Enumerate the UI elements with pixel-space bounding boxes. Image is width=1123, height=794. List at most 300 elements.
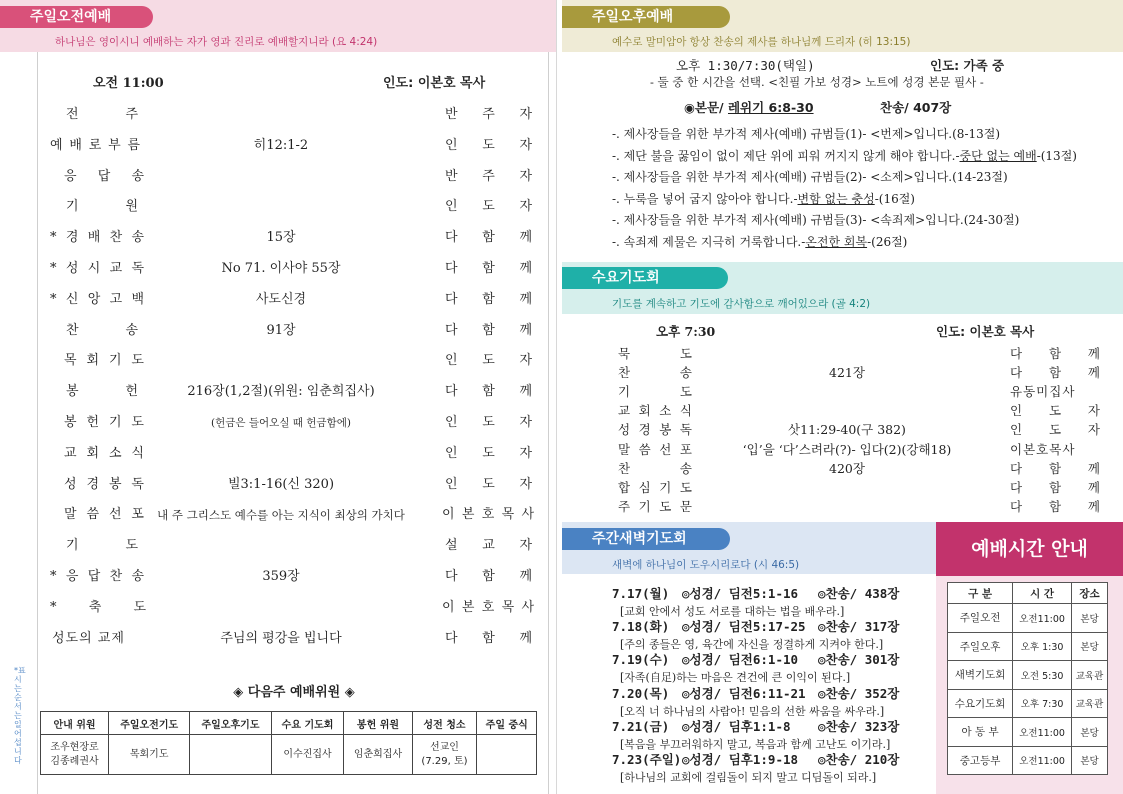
wednesday-order-person-char: 께: [1087, 365, 1100, 381]
morning-order-item-char: 씀: [86, 507, 100, 523]
morning-order-item-char: 헌: [125, 384, 138, 400]
afternoon-text: [684, 98, 814, 116]
afternoon-point-ref: -(16절): [874, 191, 915, 206]
morning-order-item-char: 선: [108, 507, 122, 523]
schedule-cell: 오전 5:30: [1013, 661, 1072, 690]
morning-order-person: [445, 567, 532, 587]
next-week-title: ◈ 다음주 예배위원 ◈: [233, 685, 355, 700]
morning-order-row: [38, 228, 550, 248]
wednesday-order-person: [1010, 363, 1100, 382]
morning-order-person: [442, 505, 534, 525]
morning-order-person: [445, 444, 532, 464]
morning-order-person: [442, 598, 534, 618]
morning-order-item-char: 봉: [108, 476, 122, 492]
wednesday-order-item-char: 도: [679, 384, 692, 400]
wednesday-order-item-char: 도: [679, 479, 692, 495]
wednesday-order-person-char: 께: [1087, 346, 1100, 361]
duty-cell: [271, 735, 344, 775]
morning-order-person: [445, 629, 532, 649]
wednesday-order-person-char: 함: [1048, 346, 1062, 361]
wednesday-order-item-char: 독: [679, 422, 692, 438]
schedule-cell: 중고등부: [948, 746, 1013, 775]
morning-order-row: [38, 536, 550, 556]
morning-order-person-char: 주: [482, 168, 495, 184]
wednesday-order-row: [618, 401, 1108, 420]
dawn-summary: [자족(自足)하는 마음은 견건에 큰 이익이 된다.]: [620, 671, 851, 685]
morning-order-item-char: 고: [109, 291, 123, 307]
morning-order-person-char: 다: [445, 569, 458, 584]
morning-order-item: [66, 321, 138, 341]
dawn-day: 7.19(수): [612, 652, 670, 668]
morning-order-item: [50, 259, 144, 279]
morning-order-item: [66, 382, 138, 402]
schedule-title: 예배시간 안내: [971, 538, 1088, 560]
morning-order-detail: 내 주 그리스도 예수를 아는 지식이 최상의 가치다: [157, 508, 405, 523]
morning-order-item-char: 송: [131, 230, 144, 246]
dawn-summary: [주의 종들은 영, 육간에 자신을 정결하게 지켜야 한다.]: [620, 638, 884, 652]
morning-order-person-char: 함: [482, 569, 495, 584]
morning-order-item-char: 찬: [66, 322, 79, 338]
morning-order-person-char: 자: [519, 168, 532, 184]
schedule-cell: 아 동 부: [948, 718, 1013, 747]
wednesday-order-person: [1010, 478, 1100, 497]
morning-order-item-char: 찬: [109, 569, 123, 584]
side-note: [14, 666, 26, 765]
morning-order-item-char: 소: [108, 445, 122, 461]
morning-order-item-char: 찬: [109, 230, 123, 246]
schedule-cell: 오후 1:30: [1013, 632, 1072, 661]
dawn-hymn: ◎찬송/ 352장: [818, 685, 900, 701]
dawn-entry-main: [612, 617, 899, 635]
wednesday-order-item-char: 씀: [638, 441, 651, 457]
wednesday-order-item: [618, 344, 692, 363]
wednesday-order-item: [618, 478, 692, 497]
schedule-table: [947, 582, 1108, 775]
morning-order-person-char: 다: [445, 630, 458, 646]
afternoon-hymn: 찬송/ 407장: [880, 100, 952, 115]
morning-order-person-char: 자: [519, 445, 532, 461]
morning-order-row: [38, 136, 550, 156]
wednesday-order-person-char: 인: [1010, 422, 1023, 438]
schedule-cell: 주일오전: [948, 604, 1013, 633]
morning-order-person-char: 자: [519, 415, 532, 430]
morning-order-person-char: 다: [445, 261, 458, 276]
wednesday-order-person-char: 도: [1048, 422, 1062, 438]
morning-order-item: [50, 228, 144, 248]
wednesday-order-person-char: 다: [1010, 460, 1023, 476]
morning-order-person-char: 본: [461, 507, 475, 523]
morning-order-person-char: 도: [482, 445, 495, 461]
morning-order-detail: No 71. 이사야 55장: [221, 261, 341, 276]
wednesday-order-person-char: 다: [1010, 479, 1023, 495]
dawn-entry-main: [612, 684, 899, 702]
duty-cell-line: 조우현장로: [50, 741, 99, 753]
morning-order-person-char: 자: [519, 137, 532, 153]
morning-order-item-char: 도: [125, 538, 138, 554]
morning-order-row: [38, 197, 550, 217]
afternoon-point-text: -. 제단 불을 꿇임이 없이 제단 위에 피워 꺼지지 않게 해야 합니다.-: [612, 148, 960, 163]
schedule-header: 구 분: [948, 583, 1013, 604]
dawn-summary: [교회 안에서 성도 서로를 대하는 법을 배우라.]: [620, 605, 845, 618]
morning-order-item-char: 송: [125, 322, 138, 338]
morning-order-person-char: 함: [482, 384, 495, 400]
dawn-text: ◎성경/ 딤후1:9-18: [682, 752, 799, 767]
duty-header: 수요 기도회: [271, 712, 344, 735]
dawn-summary: [복음을 부끄러워하지 말고, 복음과 함께 고난도 이기라.]: [620, 737, 891, 751]
wednesday-order-person-char: 인: [1010, 403, 1023, 419]
wednesday-order-item-char: 찬: [618, 460, 631, 476]
wednesday-order-item-char: 묵: [618, 346, 631, 361]
schedule-row: [948, 718, 1108, 747]
morning-order-item-char: 배: [87, 230, 101, 246]
morning-order-row: [38, 475, 550, 495]
dawn-entry: [612, 717, 899, 752]
morning-order-person-char: 인: [445, 137, 458, 153]
morning-order-detail: 359장: [262, 569, 300, 584]
side-note-text: *표시는 순서는 일어섭니다: [14, 666, 26, 765]
dawn-day: 7.23(주일): [612, 752, 682, 767]
morning-order-person-char: 자: [519, 353, 532, 369]
morning-order-item-char: 목: [64, 353, 77, 369]
duty-cell-line: 김종례권사: [50, 755, 99, 767]
wednesday-order-item-char: 심: [638, 479, 651, 495]
wednesday-order-person-char: 집: [1049, 384, 1063, 400]
wednesday-order-person-char: 함: [1048, 479, 1062, 495]
morning-order-person-char: 목: [501, 507, 515, 523]
dawn-text: ◎성경/ 딤전6:11-21: [682, 685, 806, 701]
dawn-hymn: ◎찬송/ 317장: [818, 619, 900, 635]
wednesday-order-detail: 420장: [829, 460, 865, 476]
duty-cell-line: 이수진집사: [283, 748, 332, 760]
morning-order-row: [38, 321, 550, 341]
wednesday-order-row: [618, 497, 1108, 516]
dawn-entry-main: [612, 584, 899, 602]
schedule-cell: 오전11:00: [1013, 604, 1072, 633]
morning-order-person-char: 도: [482, 476, 495, 492]
wednesday-order-person-char: 목: [1049, 441, 1063, 457]
morning-order-item: [66, 536, 138, 556]
morning-order-person: [445, 536, 532, 556]
afternoon-point-text: -. 속죄제 제물은 지극히 거룩합니다.-: [612, 234, 806, 249]
wednesday-order-person-char: 사: [1062, 441, 1076, 457]
morning-order-item: [66, 197, 138, 217]
morning-order-person: [445, 475, 532, 495]
morning-order-row: [38, 629, 550, 649]
wednesday-order-person-char: 께: [1087, 498, 1100, 514]
wednesday-order-person-char: 다: [1010, 498, 1023, 514]
wednesday-order-detail: 삿11:29-40(구 382): [788, 422, 906, 438]
dawn-text: ◎성경/ 딤전5:17-25: [682, 619, 806, 635]
dawn-hymn: ◎찬송/ 210장: [818, 752, 900, 767]
morning-order-item-char: 송: [131, 168, 144, 184]
wednesday-order-person-char: 께: [1087, 460, 1100, 476]
schedule-cell: 본당: [1072, 746, 1108, 775]
morning-order-item-char: 예: [50, 137, 63, 153]
wednesday-order-person-char: 자: [1087, 403, 1100, 419]
wednesday-order-item: [618, 382, 692, 401]
duty-cell-line: 선교인: [429, 741, 459, 753]
dawn-entry: [612, 584, 899, 619]
morning-order-row: [38, 105, 550, 125]
dawn-entry-main: [612, 717, 899, 735]
afternoon-time: 오후 1:30/7:30(택일): [676, 58, 815, 73]
wednesday-order-item-char: 주: [618, 498, 631, 514]
morning-order-item-char: 성: [64, 476, 77, 492]
morning-order-person-char: 목: [501, 599, 515, 615]
morning-order-person-char: 께: [519, 384, 532, 400]
morning-order-item-char: 부: [108, 137, 121, 153]
morning-order-item: [64, 444, 144, 464]
morning-order-item: 성도의 교제: [52, 630, 125, 646]
morning-order-row: [38, 382, 550, 402]
wednesday-order-person-char: 다: [1010, 346, 1023, 361]
morning-order-person: [445, 351, 532, 371]
morning-order-detail: 216장(1,2절)(위원: 임춘희집사): [187, 384, 375, 400]
wednesday-order-person: [1010, 382, 1100, 401]
wednesday-order-person: [1010, 497, 1100, 516]
morning-order-item-char: 봉: [64, 415, 77, 430]
wednesday-order-person-char: 동: [1023, 384, 1037, 400]
afternoon-point-text: -. 제사장들을 위한 부가적 제사(예배) 규범들(1)- <번제>입니다.(8-13절): [612, 127, 1001, 141]
wednesday-order-row: [618, 363, 1108, 382]
morning-order-person-char: 께: [519, 291, 532, 307]
dawn-hymn: ◎찬송/ 323장: [818, 718, 900, 734]
afternoon-point-text: -. 누룩을 넣어 굽지 않아야 합니다.-: [612, 191, 798, 206]
morning-order-person-char: 이: [442, 507, 455, 523]
morning-order-item: [64, 413, 144, 433]
morning-order-item-char: 교: [109, 261, 123, 276]
duty-cell: [190, 735, 271, 775]
duty-cell-line: 목회기도: [129, 748, 169, 760]
wednesday-order-item-char: 성: [618, 422, 631, 438]
morning-order-person-char: 인: [445, 353, 458, 369]
morning-order-item-char: *: [50, 261, 57, 276]
wednesday-order-person: [1010, 459, 1100, 478]
morning-order-person-char: 사: [521, 599, 534, 615]
morning-order-detail: 주님의 평강을 빕니다: [220, 630, 342, 646]
morning-order-item: [64, 475, 144, 495]
morning-order-person: [445, 105, 532, 125]
morning-order-item: [50, 598, 146, 618]
duty-cell: [412, 735, 477, 775]
morning-order-person-char: 교: [482, 538, 495, 554]
morning-order-item: [50, 567, 144, 587]
morning-order-person-char: 자: [519, 199, 532, 215]
dawn-summary: [오직 너 하나님의 사람아! 믿음의 선한 싸움을 싸우라.]: [620, 704, 885, 718]
morning-order-item-char: 배: [69, 137, 82, 153]
dawn-verse: 새벽에 하나님이 도우시리로다 (시 46:5): [612, 559, 800, 571]
morning-order-item-char: 전: [66, 107, 79, 122]
morning-section-title: 주일오전예배: [0, 6, 153, 28]
morning-order-person-char: 인: [445, 415, 458, 430]
schedule-cell: 본당: [1072, 632, 1108, 661]
morning-order-item-char: 응: [65, 569, 79, 584]
dawn-section-title: 주간새벽기도회: [562, 528, 730, 550]
afternoon-leader: 인도: 가족 중: [930, 58, 1005, 73]
wednesday-order-person-char: 도: [1048, 403, 1062, 419]
dawn-entry: [612, 650, 899, 685]
schedule-cell: 새벽기도회: [948, 661, 1013, 690]
morning-order-row: [38, 351, 550, 371]
afternoon-point-text: -. 제사장들을 위한 부가적 제사(예배) 규범들(3)- <속죄제>입니다.(24-30절): [612, 213, 1020, 227]
wednesday-verse: 기도를 계속하고 기도에 감사함으로 깨어있으라 (골 4:2): [612, 298, 871, 310]
wednesday-order-person-char: 함: [1048, 460, 1062, 476]
afternoon-note: - 둘 중 한 시간을 선택. <친필 가보 성경> 노트에 성경 본문 필사 -: [650, 75, 984, 89]
page-divider: [556, 0, 557, 794]
morning-order-item-char: 포: [131, 507, 144, 523]
wednesday-order-item-char: 선: [659, 441, 672, 457]
schedule-cell: 본당: [1072, 718, 1108, 747]
duty-cell-line: (7.29, 토): [421, 755, 468, 767]
morning-order-item-char: 주: [125, 107, 138, 122]
morning-order-item-char: 말: [64, 507, 77, 523]
morning-verse: 하나님은 영이시니 예배하는 자가 영과 진리로 예배할지니라 (요 4:24): [55, 36, 378, 48]
afternoon-section-title: 주일오후예배: [562, 6, 730, 28]
morning-order-person-char: 함: [482, 261, 495, 276]
morning-order-person-char: 설: [445, 538, 458, 554]
morning-order-person-char: 자: [519, 107, 532, 122]
duty-cell: [41, 735, 109, 775]
afternoon-point: [612, 168, 1008, 185]
afternoon-text-ref: 레위기 6:8-30: [727, 100, 814, 115]
wednesday-order-row: [618, 459, 1108, 478]
morning-order-item-char: *: [50, 230, 57, 246]
morning-time: 오전 11:00: [93, 76, 164, 91]
morning-order-person: [445, 197, 532, 217]
morning-order-person: [445, 136, 532, 156]
wednesday-order-row: [618, 382, 1108, 401]
wednesday-order-person-char: 이: [1010, 441, 1024, 457]
wednesday-order-person: [1010, 401, 1100, 420]
morning-order-detail: 91장: [266, 322, 296, 338]
morning-order-person-char: 께: [519, 230, 532, 246]
afternoon-point: [612, 233, 907, 250]
schedule-cell: 본당: [1072, 604, 1108, 633]
wednesday-order-person-char: 미: [1036, 384, 1050, 400]
morning-order-person: [445, 228, 532, 248]
wednesday-order-item-char: 도: [679, 346, 692, 361]
morning-order-item-char: *: [50, 599, 57, 615]
morning-order-person-char: 께: [519, 630, 532, 646]
morning-order-item-char: 도: [133, 599, 146, 615]
morning-order-item-char: 응: [64, 168, 77, 184]
dawn-entry: [612, 750, 899, 785]
schedule-cell: 수요기도회: [948, 689, 1013, 718]
wednesday-order-item: [618, 363, 692, 382]
morning-order-person-char: 주: [482, 107, 495, 122]
wednesday-time: 오후 7:30: [656, 324, 716, 339]
morning-order-item-char: 경: [86, 476, 100, 492]
duty-header: 성전 청소: [412, 712, 477, 735]
morning-order-item-char: 독: [131, 476, 144, 492]
morning-order-item-char: *: [50, 291, 57, 307]
morning-order-person: [445, 321, 532, 341]
morning-order-row: [38, 567, 550, 587]
morning-order-item-char: 교: [64, 445, 77, 461]
dawn-text: ◎성경/ 딤전6:1-10: [682, 652, 799, 668]
wednesday-order-item-char: 교: [618, 403, 631, 419]
schedule-cell: 오전11:00: [1013, 718, 1072, 747]
duty-header: 주일오전기도: [109, 712, 190, 735]
morning-order-person-char: 본: [461, 599, 475, 615]
morning-order-item: [66, 105, 138, 125]
wednesday-order-item: [618, 459, 692, 478]
wednesday-order-person-char: 다: [1010, 365, 1023, 381]
schedule-cell: 주일오후: [948, 632, 1013, 661]
wednesday-order-item-char: 찬: [618, 365, 631, 381]
morning-order-item: [64, 351, 144, 371]
morning-order-item-char: 송: [131, 569, 144, 584]
afternoon-point-ref: -(26절): [867, 234, 908, 249]
morning-order-detail: (헌금은 들어오실 때 헌금함에): [211, 417, 351, 429]
duty-cell-line: 임춘희집사: [353, 748, 403, 760]
wednesday-order-item-char: 합: [618, 479, 631, 495]
morning-order-person-char: 이: [442, 599, 455, 615]
wednesday-order-item: [618, 440, 692, 459]
duty-header: 주일오후기도: [190, 712, 271, 735]
schedule-header: 장소: [1072, 583, 1108, 604]
afternoon-verse: 예수로 말미암아 항상 찬송의 제사를 하나님께 드리자 (히 13:15): [612, 36, 911, 48]
morning-order-detail: 빌3:1-16(신 320): [227, 476, 335, 492]
dawn-day: 7.17(월): [612, 586, 670, 601]
morning-order-person-char: 자: [519, 538, 532, 554]
morning-order-row: [38, 444, 550, 464]
morning-order-item-char: 백: [131, 291, 144, 307]
duty-header: 안내 위원: [41, 712, 109, 735]
morning-order-person: [445, 167, 532, 187]
wednesday-order-item-char: 봉: [659, 422, 672, 438]
dawn-summary: [하나님의 교회에 걸림돌이 되지 말고 디딤돌이 되라.]: [620, 771, 877, 784]
wednesday-order-item-char: 소: [659, 403, 672, 419]
duty-table: [40, 711, 537, 775]
wednesday-order-row: [618, 440, 1108, 459]
morning-order-item-char: 경: [65, 230, 79, 246]
morning-order-person: [445, 382, 532, 402]
wednesday-order-person-char: 함: [1048, 498, 1062, 514]
schedule-row: [948, 632, 1108, 661]
morning-order-item-char: 회: [86, 353, 100, 369]
wednesday-order-item-char: 도: [659, 498, 672, 514]
morning-order-item: [64, 167, 144, 187]
wednesday-order-item-char: 포: [679, 441, 692, 457]
afternoon-point: [612, 211, 1019, 228]
wednesday-order-row: [618, 344, 1108, 363]
wednesday-order-row: [618, 420, 1108, 439]
wednesday-order-item: [618, 497, 692, 516]
wednesday-order-item-char: 기: [659, 479, 672, 495]
dawn-hymn: ◎찬송/ 438장: [818, 586, 900, 601]
morning-order-item-char: 도: [131, 353, 144, 369]
dawn-day: 7.20(목): [612, 685, 670, 701]
wednesday-order-person-char: 사: [1062, 384, 1076, 400]
wednesday-order-item: [618, 420, 692, 439]
afternoon-point-emphasis: 변함 없는 충성: [797, 191, 875, 206]
morning-order-detail: 15장: [266, 230, 296, 246]
morning-order-person-char: 반: [445, 168, 458, 184]
afternoon-point-text: -. 제사장들을 위한 부가적 제사(예배) 규범들(2)- <소제>입니다.(14-23절): [612, 170, 1008, 184]
morning-order-item-char: 헌: [86, 415, 100, 430]
schedule-row: [948, 689, 1108, 718]
morning-order-item-char: 축: [88, 599, 102, 615]
afternoon-point: [612, 147, 1077, 164]
wednesday-order-row: [618, 478, 1108, 497]
wednesday-leader: 인도: 이본호 목사: [936, 324, 1035, 339]
afternoon-point-emphasis: 온전한 회복: [805, 234, 868, 249]
morning-order-person-char: 호: [481, 599, 495, 615]
duty-header: 주일 중식: [477, 712, 537, 735]
morning-order-row: [38, 259, 550, 279]
morning-order-person-char: 다: [445, 291, 458, 307]
